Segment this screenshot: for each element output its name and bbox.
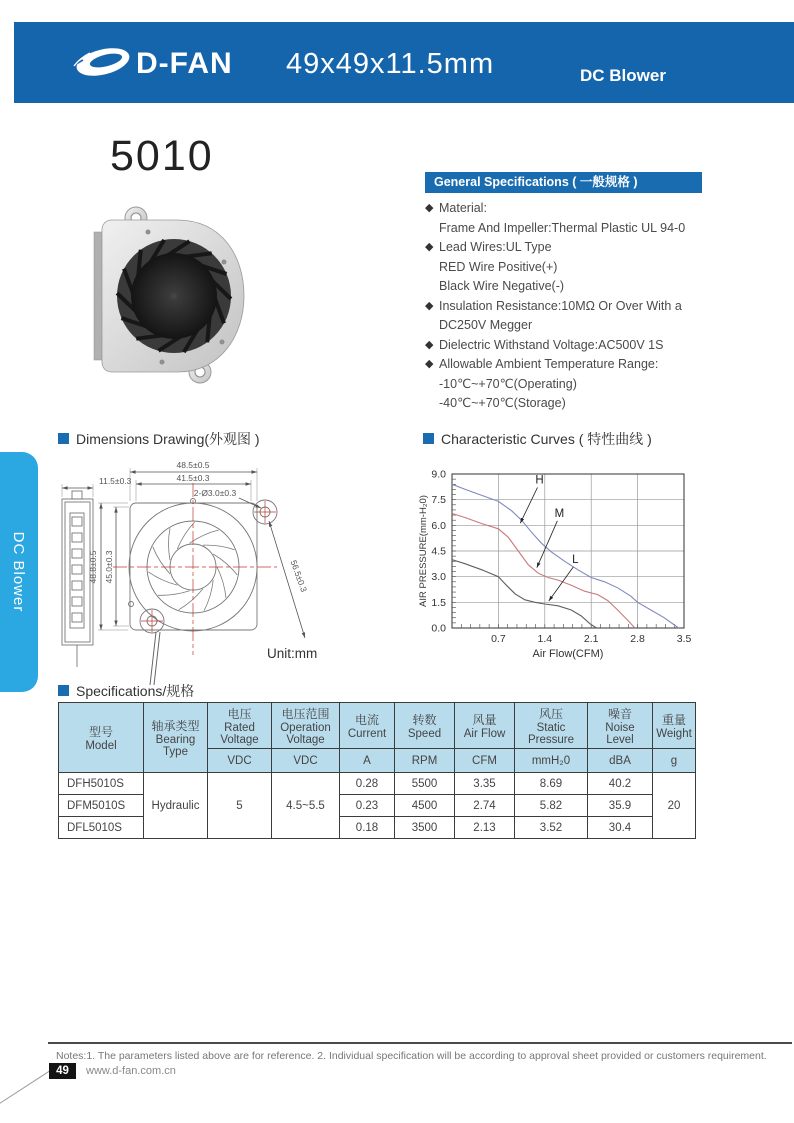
cell-model: DFH5010S bbox=[59, 773, 144, 795]
cell-current: 0.18 bbox=[340, 817, 395, 839]
general-specs-list bbox=[425, 199, 755, 414]
cell-model: DFL5010S bbox=[59, 817, 144, 839]
table-row bbox=[59, 773, 696, 795]
cell-speed: 4500 bbox=[395, 795, 455, 817]
cell-bearing: Hydraulic bbox=[144, 773, 208, 839]
spec-line: ◆ Lead Wires:UL Type bbox=[425, 240, 552, 254]
spec-line: ◆ Dielectric Withstand Voltage:AC500V 1S bbox=[425, 337, 664, 352]
table-section-title: Specifications/规格 bbox=[58, 681, 194, 701]
col-header-weight: 重量 Weight bbox=[653, 703, 696, 749]
characteristic-curves-chart bbox=[418, 458, 774, 673]
footer-rule bbox=[48, 1042, 792, 1044]
unit-rpm: RPM bbox=[395, 749, 455, 773]
sidebar-tab-dc-blower bbox=[0, 452, 38, 692]
cell-noise: 40.2 bbox=[588, 773, 653, 795]
svg-text:2.8: 2.8 bbox=[630, 633, 645, 645]
cell-current: 0.23 bbox=[340, 795, 395, 817]
spec-line: ◆ Allowable Ambient Temperature Range: bbox=[425, 357, 659, 371]
cell-pressure: 8.69 bbox=[515, 773, 588, 795]
footer-notes: Notes:1. The parameters listed above are for reference. 2. Individual specification will be according to approval sheet provided or customers requirement. bbox=[56, 1050, 767, 1062]
unit-mmh2o: mmH₂0 bbox=[515, 749, 588, 773]
cell-pressure: 5.82 bbox=[515, 795, 588, 817]
svg-text:3.5: 3.5 bbox=[676, 633, 692, 645]
spec-line: ◆ Insulation Resistance:10MΩ Or Over With a bbox=[425, 298, 682, 313]
cell-noise: 35.9 bbox=[588, 795, 653, 817]
footer-corner-line bbox=[0, 1068, 54, 1105]
svg-text:9.0: 9.0 bbox=[431, 468, 446, 481]
dim-height-inner: 45.0±0.3 bbox=[104, 550, 114, 584]
col-header-model: 型号 Model bbox=[59, 703, 144, 773]
dim-width-outer: 48.5±0.5 bbox=[176, 460, 210, 470]
curves-section-title: Characteristic Curves ( 特性曲线 ) bbox=[423, 429, 652, 449]
product-type-label: DC Blower bbox=[580, 66, 666, 85]
brand-name: D-FAN bbox=[136, 47, 233, 80]
blue-square-icon bbox=[423, 433, 434, 444]
sidebar-tab-label: DC Blower bbox=[10, 531, 27, 613]
website-url: www.d-fan.com.cn bbox=[86, 1065, 176, 1077]
col-header-rated-voltage: 电压 Rated Voltage bbox=[208, 703, 272, 749]
svg-text:M: M bbox=[554, 507, 565, 520]
svg-text:L: L bbox=[572, 553, 579, 566]
dim-height-outer: 48.8±0.5 bbox=[88, 550, 98, 584]
unit-vdc: VDC bbox=[272, 749, 340, 773]
svg-text:6.0: 6.0 bbox=[431, 519, 446, 532]
page-number-badge: 49 bbox=[49, 1063, 76, 1079]
col-header-noise: 噪音 Noise Level bbox=[588, 703, 653, 749]
cell-rated-voltage: 5 bbox=[208, 773, 272, 839]
col-header-speed: 转数 Speed bbox=[395, 703, 455, 749]
unit-dba: dBA bbox=[588, 749, 653, 773]
dimensions-drawing bbox=[55, 455, 405, 690]
unit-cfm: CFM bbox=[455, 749, 515, 773]
header-bar bbox=[14, 22, 794, 103]
dim-depth: 11.5±0.3 bbox=[99, 476, 132, 486]
model-number: 5010 bbox=[110, 132, 214, 180]
spec-line: ◆ Material: bbox=[425, 201, 487, 215]
svg-text:7.5: 7.5 bbox=[431, 494, 446, 507]
cell-operation-voltage: 4.5~5.5 bbox=[272, 773, 340, 839]
svg-text:0.0: 0.0 bbox=[431, 622, 446, 635]
svg-text:1.4: 1.4 bbox=[537, 633, 553, 645]
spec-line: Frame And Impeller:Thermal Plastic UL 94-0 bbox=[439, 220, 686, 235]
product-photo bbox=[82, 196, 252, 392]
general-specs-header: General Specifications ( 一般规格 ) bbox=[425, 172, 702, 193]
svg-text:1.5: 1.5 bbox=[431, 596, 446, 609]
cell-noise: 30.4 bbox=[588, 817, 653, 839]
col-header-airflow: 风量 Air Flow bbox=[455, 703, 515, 749]
dim-unit-label: Unit:mm bbox=[267, 646, 318, 661]
col-header-current: 电流 Current bbox=[340, 703, 395, 749]
unit-g: g bbox=[653, 749, 696, 773]
svg-text:2.1: 2.1 bbox=[583, 633, 599, 645]
cell-pressure: 3.52 bbox=[515, 817, 588, 839]
unit-a: A bbox=[340, 749, 395, 773]
col-header-bearing: 轴承类型 Bearing Type bbox=[144, 703, 208, 773]
spec-line: -10℃~+70℃(Operating) bbox=[439, 376, 577, 391]
cell-speed: 3500 bbox=[395, 817, 455, 839]
blue-square-icon bbox=[58, 685, 69, 696]
cell-weight: 20 bbox=[653, 773, 696, 839]
spec-line: Black Wire Negative(-) bbox=[439, 279, 565, 293]
svg-text:AIR PRESSURE(mm-H₂0): AIR PRESSURE(mm-H₂0) bbox=[418, 495, 429, 607]
spec-line: -40℃~+70℃(Storage) bbox=[439, 396, 566, 410]
dim-mounting-holes: 2-Ø3.0±0.3 bbox=[193, 488, 237, 498]
dim-hole-pitch: 56.5±0.3 bbox=[288, 558, 310, 594]
col-header-operation-voltage: 电压范围 Operation Voltage bbox=[272, 703, 340, 749]
cell-current: 0.28 bbox=[340, 773, 395, 795]
blue-square-icon bbox=[58, 433, 69, 444]
svg-text:H: H bbox=[535, 474, 544, 487]
svg-text:3.0: 3.0 bbox=[431, 571, 446, 584]
col-header-static-pressure: 风压 Static Pressure bbox=[515, 703, 588, 749]
svg-text:0.7: 0.7 bbox=[491, 633, 506, 645]
cell-model: DFM5010S bbox=[59, 795, 144, 817]
unit-vdc: VDC bbox=[208, 749, 272, 773]
specifications-table bbox=[58, 702, 696, 839]
dimensions-section-title: Dimensions Drawing(外观图 ) bbox=[58, 429, 260, 449]
spec-line: DC250V Megger bbox=[439, 318, 533, 332]
dfan-logo-icon bbox=[70, 40, 134, 84]
page-title-size: 49x49x11.5mm bbox=[286, 48, 495, 80]
cell-speed: 5500 bbox=[395, 773, 455, 795]
cell-airflow: 2.13 bbox=[455, 817, 515, 839]
spec-line: RED Wire Positive(+) bbox=[439, 259, 558, 274]
svg-text:Air Flow(CFM): Air Flow(CFM) bbox=[532, 648, 604, 660]
dim-width-inner: 41.5±0.3 bbox=[176, 473, 210, 483]
cell-airflow: 3.35 bbox=[455, 773, 515, 795]
cell-airflow: 2.74 bbox=[455, 795, 515, 817]
svg-text:4.5: 4.5 bbox=[431, 545, 446, 558]
